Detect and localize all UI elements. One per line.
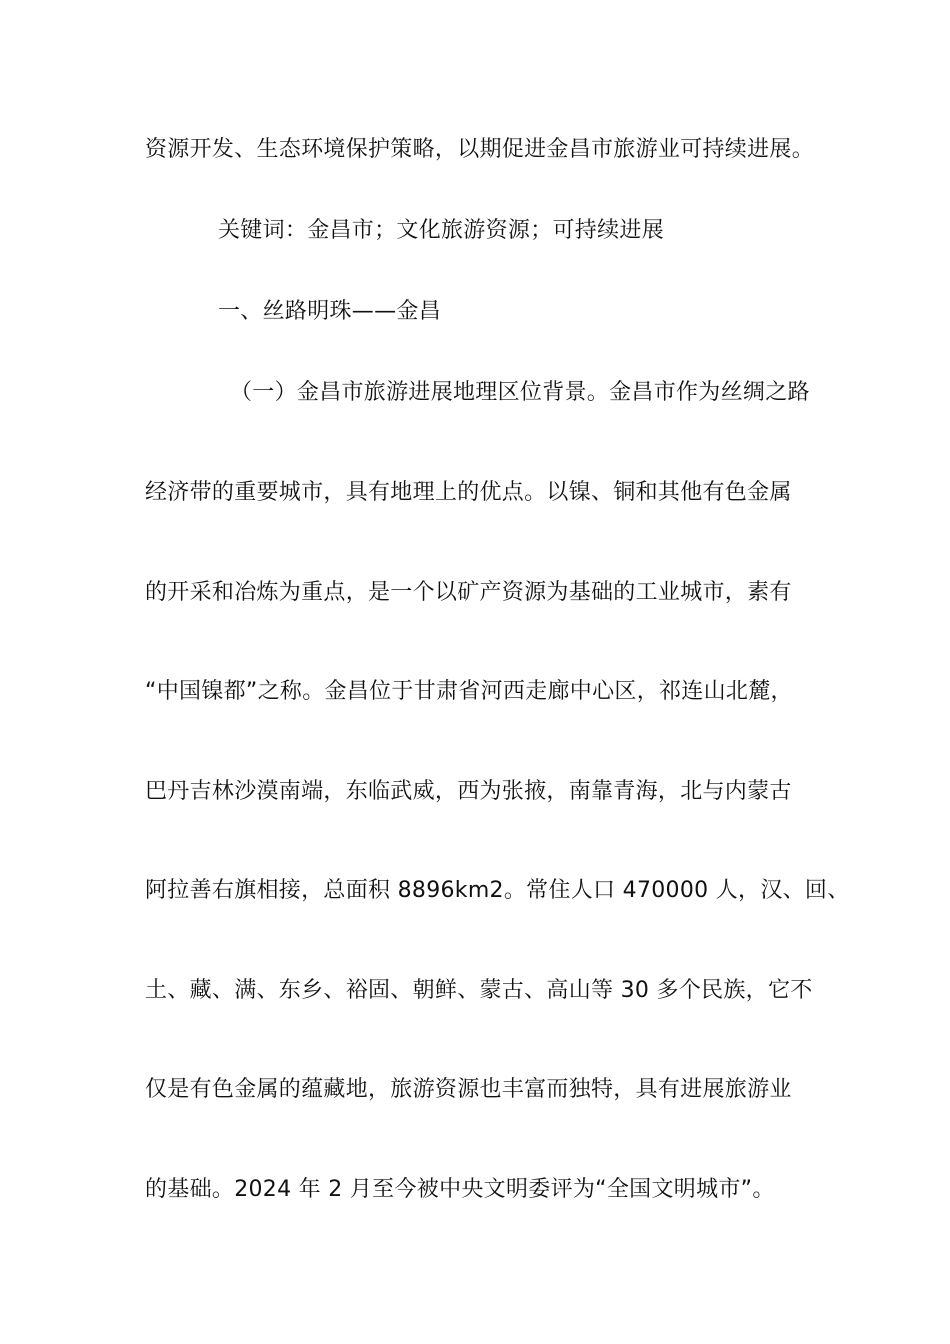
paragraph-line: “中国镍都”之称。金昌位于甘肃省河西走廊中心区，祁连山北麓， <box>145 679 793 704</box>
paragraph-line: 经济带的重要城市，具有地理上的优点。以镍、铜和其他有色金属 <box>145 480 792 505</box>
paragraph-line: 的开采和冶炼为重点，是一个以矿产资源为基础的工业城市，素有 <box>145 580 792 605</box>
paragraph-line: 仅是有色金属的蕴藏地，旅游资源也丰富而独特，具有进展旅游业 <box>145 1077 792 1102</box>
subsection-heading-line: （一）金昌市旅游进展地理区位背景。金昌市作为丝绸之路 <box>230 380 810 405</box>
paragraph-line: 巴丹吉林沙漠南端，东临武威，西为张掖，南靠青海，北与内蒙古 <box>145 779 792 804</box>
paragraph-line: 阿拉善右旗相接，总面积 8896km2。常住人口 470000 人，汉、回、 <box>145 878 850 903</box>
paragraph-line: 的基础。2024 年 2 月至今被中央文明委评为“全国文明城市”。 <box>145 1177 775 1202</box>
paragraph-line: 资源开发、生态环境保护策略，以期促进金昌市旅游业可持续进展。 <box>145 137 815 162</box>
paragraph-line: 土、藏、满、东乡、裕固、朝鲜、蒙古、高山等 30 多个民族，它不 <box>145 978 813 1003</box>
keywords-line: 关键词：金昌市；文化旅游资源；可持续进展 <box>218 218 665 243</box>
section-heading: 一、丝路明珠——金昌 <box>218 299 442 324</box>
